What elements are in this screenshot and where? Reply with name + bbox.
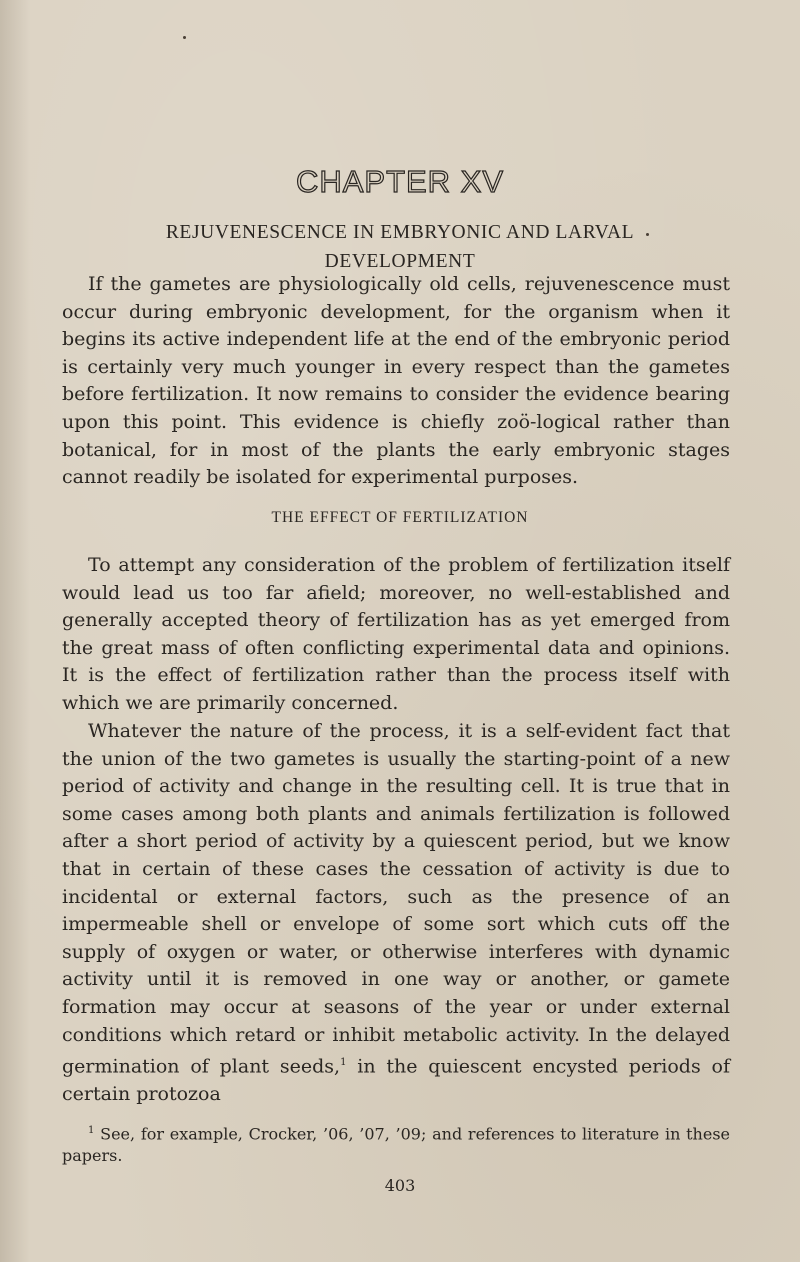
footnote-marker: 1 xyxy=(88,1125,95,1136)
chapter-subtitle xyxy=(0,218,800,276)
paper-speck xyxy=(183,36,186,39)
chapter-subtitle-line-2: DEVELOPMENT xyxy=(324,251,476,272)
whatever-paragraph-text: Whatever the nature of the process, it is a self-evident fact that the union of the two gametes is usually the starting-point of a new period of activity and change in the resulting cell. It is true that in some cases among both plants and animals fertilization is followed after a short period of activity by a quiescent period, but we know that in certain of these cases the cessation of activity is due to incidental or external factors, such as the presence of an impermeable shell or envelope of some sort which cuts off the supply of oxygen or water, or otherwise interferes with dynamic activity until it is removed in one way or another, or gamete formation may occur at seasons of the year or under external conditions which retard or inhibit metabolic activity. In the delayed germination of plant seeds, xyxy=(62,720,730,1078)
footnote-text: See, for example, Crocker, ’06, ’07, ’09; and references to literature in these papers. xyxy=(62,1124,730,1166)
whatever-paragraph-text-continued: in the quiescent encysted periods of certain protozoa xyxy=(62,1055,730,1106)
intro-paragraph: If the gametes are physiologically old cells, rejuvenescence must occur during embryonic development, for the organism when it begins its active independent life at the end of the embryonic period is certainly very much younger in every respect than the gametes before fertilization. It now remains to consider the evidence bearing upon this point. This evidence is chiefly zoö-logical rather than botanical, for in most of the plants the early embryonic stages cannot readily be isolated for experimental purposes. xyxy=(62,273,730,489)
whatever-paragraph xyxy=(62,718,730,1109)
section-heading: THE EFFECT OF FERTILIZATION xyxy=(271,509,529,526)
chapter-subtitle-line-1: REJUVENESCENCE IN EMBRYONIC AND LARVAL xyxy=(165,222,635,243)
paper-speck xyxy=(646,233,649,236)
fertilization-paragraph: To attempt any consideration of the problem of fertilization itself would lead us too far afield; moreover, no well-established and generally accepted theory of fertilization has as yet emerged from the great mass of often conflicting experimental data and opinions. It is the effect of fertilization rather than the process itself with which we are primarily concerned. xyxy=(62,554,730,714)
footnote-reference-marker: 1 xyxy=(340,1057,347,1069)
footnote xyxy=(62,1120,730,1167)
page-number: 403 xyxy=(384,1176,416,1195)
chapter-title: CHAPTER XV xyxy=(295,164,505,199)
